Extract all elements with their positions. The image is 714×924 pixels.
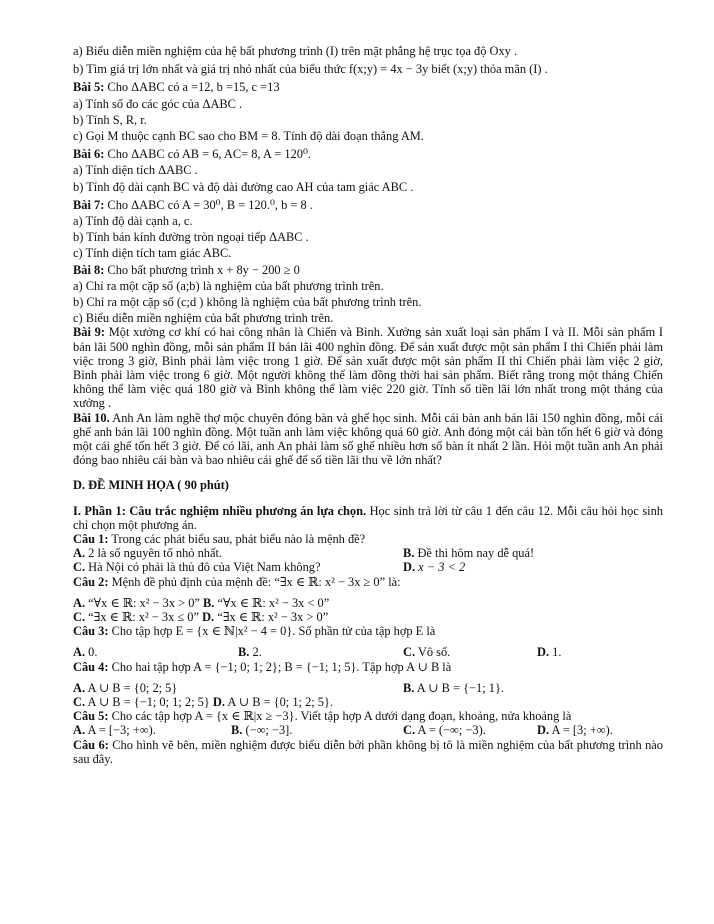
problem-5a: a) Tính số đo các góc của ΔABC . [73,96,243,111]
q5-option-c: A = (−∞; −3). [417,723,486,738]
document-page [73,44,663,766]
option-d-label: D. [202,610,215,625]
option-d-label: D. [212,695,225,710]
option-b-label: B. [203,595,215,610]
question-4-heading: Câu 4: [73,659,109,674]
option-a-label: A. [73,645,86,660]
problem-5-text: Cho ΔABC có a =12, b =15, c =13 [104,80,280,95]
option-d-label: D. [403,560,416,575]
option-a-label: A. [73,723,86,738]
question-6 [73,738,663,766]
part-1-text: Học sinh trả lời từ câu 1 đến câu 12. Mỗi câu hỏi học sinh chỉ chọn một phương án. [73,503,663,532]
question-1-options-row-2 [73,560,663,574]
option-d-label: D. [537,723,550,738]
question-3-options [73,645,663,659]
problem-8-heading: Bài 8: [73,262,105,277]
problem-8-text: Cho bất phương trình x + 8y − 200 ≥ 0 [104,262,300,277]
part-1-heading: I. Phần 1: Câu trắc nghiệm nhiều phương án lựa chọn. [73,503,367,518]
problem-6-text: Cho ΔABC có AB = 6, AC= 8, A = 120⁰. [104,147,312,162]
problem-10-text: Anh An làm nghề thợ mộc chuyên đóng bàn và ghế học sinh. Mỗi cái bàn anh bán lãi 150 nghìn đồng, mỗi cái ghế anh bán lãi 100 nghìn đồng. Một tuần anh làm việc không quá 60 giờ. Anh đóng một cái bàn tốn hết 6 giờ và đóng một cái ghế tốn hết 3 giờ. Để có lãi, anh An phải làm số ghế nhiều hơn số bàn ít nhất 2 lần. Hỏi một tuần anh An phải đóng bao nhiêu cái bàn và bao nhiêu cái ghế để số tiền lãi thu về lớn nhất? [73,410,663,468]
problem-9-text: Một xưởng cơ khí có hai công nhân là Chiến và Bình. Xưởng sản xuất loại sản phẩm I và II. Mỗi sản phẩm I bán lãi 500 nghìn đồng, mỗi sản phẩm II bán lãi 400 nghìn đồng. Để sản xuất được một sản phẩm I thì Chiến phải làm việc trong 3 giờ, Bình phải làm việc trong 1 giờ. Để sản xuất được một sản phẩm II thì Chiến phải làm việc 2 giờ, Bình phải làm việc trong 6 giờ. Một người không thể làm đồng thời hai sản phẩm. Biết rằng trong một tháng Chiến không thể làm việc quá 180 giờ và Bình không thể làm việc 220 giờ. Tính số tiền lãi lớn nhất trong một tháng của xưởng . [73,325,663,411]
problem-10-heading: Bài 10. [73,410,110,425]
problem-4a: a) Biểu diễn miền nghiệm của hệ bất phương trình (I) trên mặt phẳng hệ trục tọa độ Oxy . [73,44,518,58]
problem-6a: a) Tính diện tích ΔABC . [73,163,198,178]
section-d-title: D. ĐỀ MINH HỌA ( 90 phút) [73,478,229,493]
problem-7b: b) Tính bán kính đường tròn ngoại tiếp ΔABC . [73,230,309,245]
problem-7-heading: Bài 7: [73,197,105,212]
problem-6-heading: Bài 6: [73,147,105,162]
problem-9-heading: Bài 9: [73,325,105,340]
option-c-label: C. [403,723,416,738]
question-5-heading: Câu 5: [73,709,109,724]
question-3-text: Cho tập hợp E = {x ∈ ℕ|x² − 4 = 0}. Số phần tử của tập hợp E là [108,624,436,639]
option-c-label: C. [73,560,86,575]
q2-option-d: “∃x ∈ ℝ: x² − 3x > 0” [217,610,329,625]
question-2 [73,575,663,589]
question-6-heading: Câu 6: [73,737,109,752]
option-c-label: C. [403,645,416,660]
problem-8a: a) Chỉ ra một cặp số (a;b) là nghiệm của bất phương trình trên. [73,278,384,293]
q1-option-b: Đề thi hôm nay dễ quá! [417,546,535,561]
problem-6b: b) Tính độ dài cạnh BC và độ dài đường cao AH của tam giác ABC . [73,179,414,194]
q4-option-a: A ∪ B = {0; 2; 5} [87,680,178,695]
q2-option-a: “∀x ∈ ℝ: x² − 3x > 0” [88,595,200,610]
question-5-options [73,723,663,737]
option-d-label: D. [537,645,550,660]
problem-8b: b) Chỉ ra một cặp số (c;d ) không là nghiệm của bất phương trình trên. [73,295,422,310]
question-4-options-row-1 [73,681,663,695]
q3-option-b: 2. [252,645,262,660]
option-b-label: B. [231,723,243,738]
problem-6 [73,147,663,161]
q1-option-d: x − 3 < 2 [418,560,466,575]
part-1-intro [73,504,663,532]
q2-option-c: “∃x ∈ ℝ: x² − 3x ≤ 0” [88,610,199,625]
q5-option-a: A = [−3; +∞). [87,723,156,738]
question-2-heading: Câu 2: [73,574,109,589]
problem-7c: c) Tính diện tích tam giác ABC. [73,246,232,261]
option-b-label: B. [238,645,250,660]
question-3 [73,624,663,638]
question-1-options-row-1 [73,546,663,560]
problem-8 [73,263,663,277]
problem-9 [73,325,663,410]
option-a-label: A. [73,595,86,610]
problem-7-text: Cho ΔABC có A = 30⁰, B = 120.⁰, b = 8 . [104,197,313,212]
q2-option-b: “∀x ∈ ℝ: x² − 3x < 0” [217,595,330,610]
option-c-label: C. [73,695,86,710]
question-3-heading: Câu 3: [73,624,109,639]
question-5-text: Cho các tập hợp A = {x ∈ ℝ|x ≥ −3}. Viết tập hợp A dưới dạng đoạn, khoảng, nửa khoảng là [108,709,572,724]
option-c-label: C. [73,610,86,625]
q3-option-c: Vô số. [417,645,451,660]
option-b-label: B. [403,680,415,695]
q3-option-a: 0. [88,645,98,660]
question-2-options-row-2 [73,610,663,624]
problem-5b: b) Tính S, R, r. [73,112,147,127]
question-1 [73,532,663,546]
q3-option-d: 1. [552,645,562,660]
question-1-heading: Câu 1: [73,532,109,547]
q5-option-d: A = [3; +∞). [551,723,613,738]
question-1-text: Trong các phát biểu sau, phát biểu nào là mệnh đề? [108,532,366,547]
option-b-label: B. [403,546,415,561]
q1-option-a: 2 là số nguyên tố nhỏ nhất. [88,546,223,561]
option-a-label: A. [73,680,86,695]
problem-10 [73,411,663,468]
question-2-text: Mệnh đề phủ định của mệnh đề: “∃x ∈ ℝ: x² − 3x ≥ 0” là: [108,574,401,589]
q1-option-c: Hà Nội có phải là thủ đô của Việt Nam không? [88,560,321,575]
problem-7a: a) Tính độ dài cạnh a, c. [73,214,193,229]
problem-7 [73,198,663,212]
problem-4b: b) Tìm giá trị lớn nhất và giá trị nhỏ nhất của biểu thức f(x;y) = 4x − 3y biết (x;y) thỏa mãn (I) . [73,62,548,77]
q4-option-b: A ∪ B = {−1; 1}. [416,680,504,695]
option-a-label: A. [73,546,86,561]
problem-5c: c) Gọi M thuộc cạnh BC sao cho BM = 8. Tính độ dài đoạn thẳng AM. [73,129,424,144]
question-4 [73,660,663,674]
question-4-options-row-2 [73,695,663,709]
question-5 [73,709,663,723]
q5-option-b: (−∞; −3]. [245,723,293,738]
question-4-text: Cho hai tập hợp A = {−1; 0; 1; 2}; B = {−1; 1; 5}. Tập hợp A ∪ B là [108,659,452,674]
q4-option-d: A ∪ B = {0; 1; 2; 5}. [227,695,334,710]
question-2-options-row-1 [73,596,663,610]
problem-5-heading: Bài 5: [73,80,105,95]
question-6-text: Cho hình vẽ bên, miền nghiệm được biểu diễn bởi phần không bị tô là miền nghiệm của bất phương trình nào sau đây. [73,737,663,766]
q4-option-c: A ∪ B = {−1; 0; 1; 2; 5} [87,695,210,710]
problem-5 [73,80,663,94]
problem-8c: c) Biểu diễn miền nghiệm của bất phương trình trên. [73,311,334,326]
